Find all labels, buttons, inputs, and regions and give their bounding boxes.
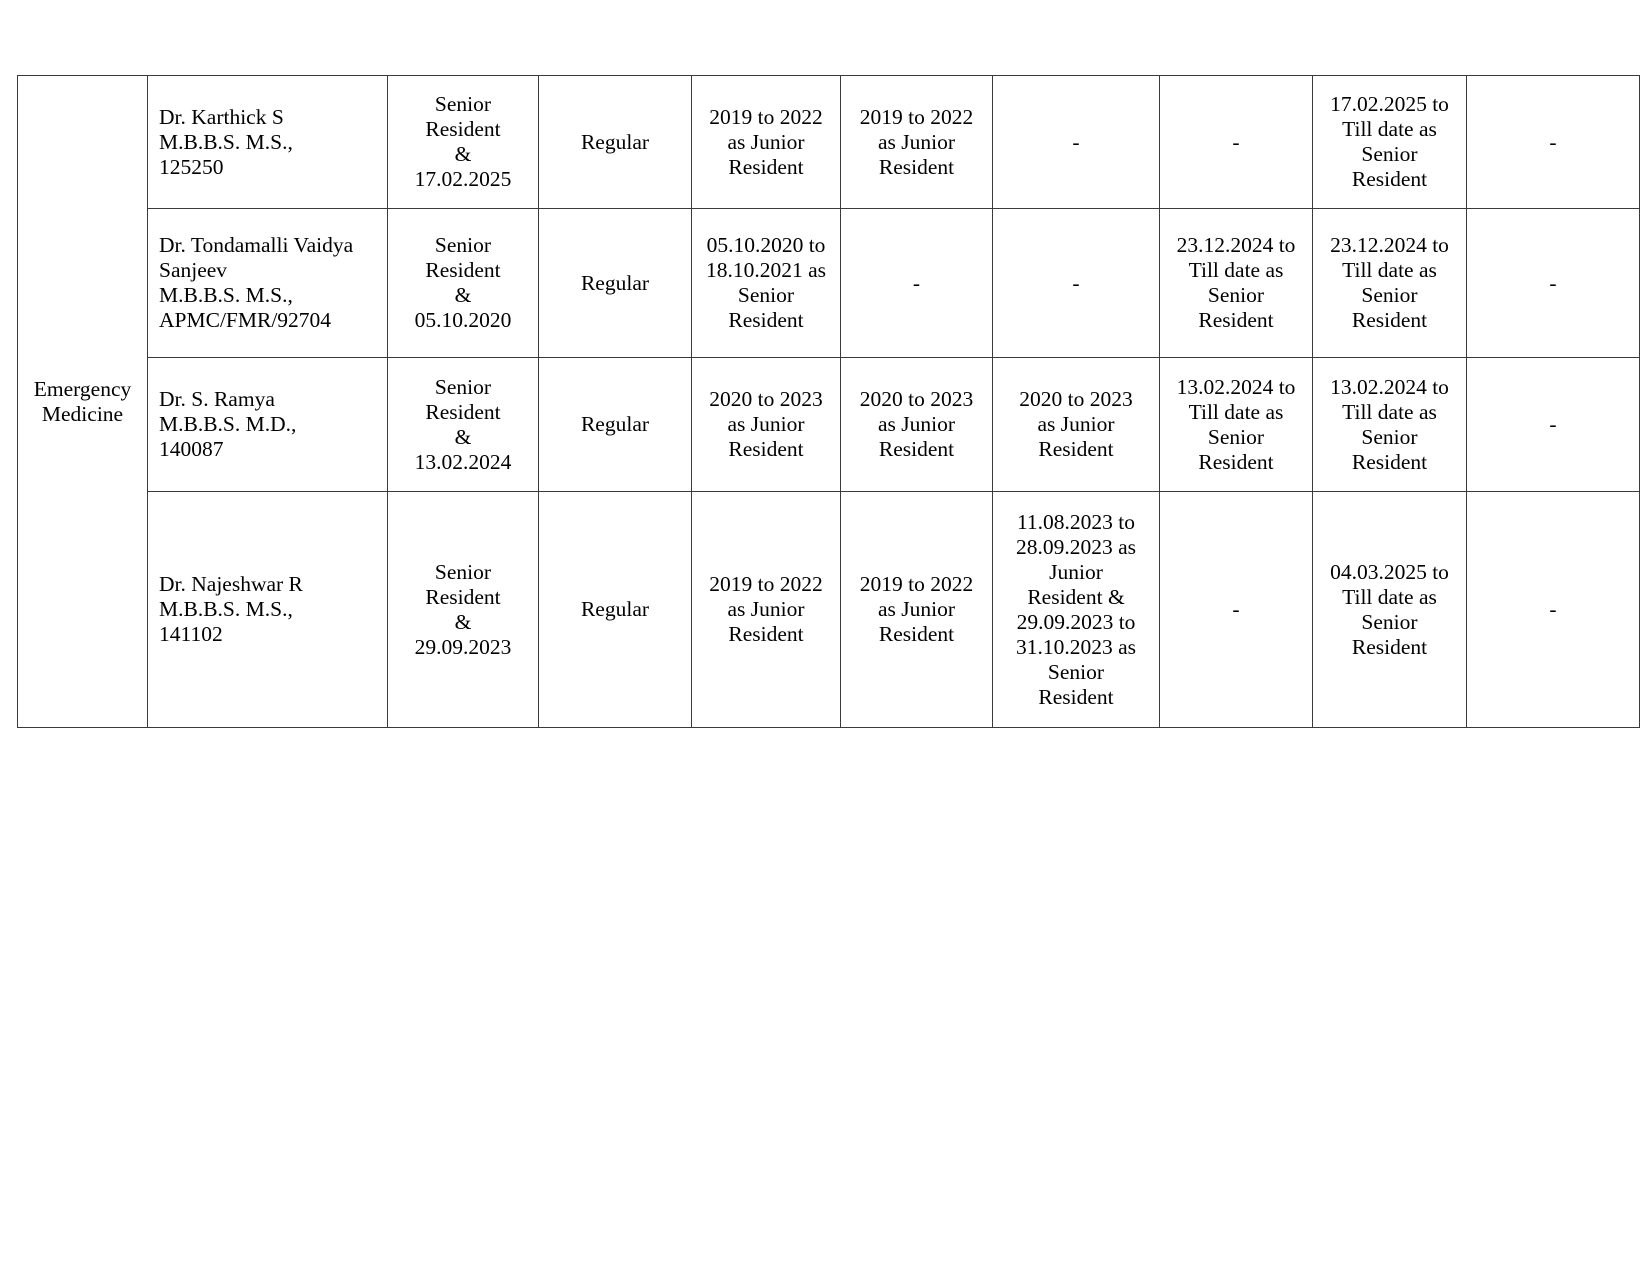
experience-cell-7 — [993, 209, 1160, 358]
experience-cell-10 — [1467, 492, 1640, 728]
cell-text-line: 23.12.2024 to — [1330, 233, 1449, 257]
cell-text-line: M.B.B.S. M.D., — [159, 412, 297, 436]
cell-text-line: Resident — [425, 258, 501, 282]
cell-text-line: Senior — [1361, 142, 1418, 166]
cell-text-line: 13.02.2024 to — [1330, 374, 1449, 399]
cell-text-line: Resident — [878, 622, 955, 646]
cell-text-line: Resident — [1351, 449, 1428, 474]
cell-text-line: - — [1072, 129, 1080, 154]
cell-text-line: M.B.B.S. M.S., — [159, 597, 293, 621]
cell-text-line: M.B.B.S. M.S., — [159, 129, 293, 154]
cell-text-line: - — [1232, 129, 1240, 154]
cell-text-line: Till date as — [1342, 258, 1437, 282]
cell-text-line: 2020 to 2023 — [709, 387, 823, 411]
designation-cell — [388, 358, 539, 492]
experience-cell-10 — [1467, 209, 1640, 358]
experience-cell-10 — [1467, 76, 1640, 209]
cell-text-line: Senior — [1207, 424, 1265, 449]
name-cell — [148, 209, 388, 358]
cell-text-line: Regular — [580, 597, 650, 621]
nature-cell — [539, 492, 692, 728]
cell-text-line: 2019 to 2022 — [859, 104, 974, 129]
experience-cell-8 — [1160, 492, 1313, 728]
cell-text-line: Resident — [728, 622, 804, 646]
cell-text-line: 13.02.2024 to — [1176, 374, 1296, 399]
cell-text-line: Sanjeev — [159, 258, 228, 282]
cell-text-line: - — [912, 270, 921, 295]
cell-text-line: APMC/FMR/92704 — [159, 308, 332, 332]
cell-text-line: Resident — [425, 399, 501, 424]
cell-text-line: 05.10.2020 to — [706, 233, 826, 257]
cell-text-line: Resident — [425, 584, 501, 609]
cell-text-line: as Junior — [727, 129, 805, 154]
experience-cell-8 — [1160, 76, 1313, 209]
cell-text-line: 29.09.2023 to — [1016, 609, 1136, 634]
cell-text-line: Senior — [737, 283, 795, 307]
table-row — [18, 358, 1640, 492]
designation-cell — [388, 492, 539, 728]
cell-text-line: Resident — [1351, 167, 1428, 191]
experience-cell-6 — [841, 76, 993, 209]
cell-text-line: - — [1549, 412, 1557, 436]
cell-text-line: Regular — [580, 412, 650, 436]
cell-text-line: 140087 — [159, 437, 224, 461]
table-row — [18, 76, 1640, 209]
designation-cell — [388, 76, 539, 209]
name-cell — [148, 358, 388, 492]
experience-cell-6 — [841, 492, 993, 728]
cell-text-line: Resident — [728, 308, 804, 332]
name-cell — [148, 76, 388, 209]
experience-cell-5 — [692, 358, 841, 492]
cell-text-line: Senior — [434, 559, 492, 584]
cell-text-line: Resident — [728, 154, 804, 179]
experience-cell-5 — [692, 76, 841, 209]
cell-text-line: Senior — [434, 92, 492, 116]
experience-cell-8 — [1160, 209, 1313, 358]
cell-text-line: - — [1549, 597, 1557, 621]
cell-text-line: 17.02.2025 — [414, 167, 512, 191]
cell-text-line: & — [454, 424, 472, 449]
experience-cell-7 — [993, 492, 1160, 728]
cell-text-line: 29.09.2023 — [414, 634, 512, 659]
cell-text-line: Dr. Tondamalli Vaidya — [159, 233, 354, 257]
cell-text-line: 28.09.2023 as — [1015, 534, 1137, 559]
department-cell — [18, 76, 148, 728]
cell-text-line: Senior — [1207, 283, 1265, 307]
cell-text-line: & — [454, 609, 472, 634]
experience-cell-5 — [692, 492, 841, 728]
cell-text-line: Resident — [425, 117, 501, 141]
department-line-1: Emergency — [33, 376, 132, 401]
nature-cell — [539, 76, 692, 209]
experience-cell-8 — [1160, 358, 1313, 492]
cell-text-line: Till date as — [1342, 399, 1437, 424]
cell-text-line: Resident — [728, 437, 804, 461]
cell-text-line: Resident — [1198, 308, 1274, 332]
cell-text-line: Dr. Najeshwar R — [159, 572, 303, 596]
experience-cell-6 — [841, 358, 993, 492]
experience-cell-7 — [993, 358, 1160, 492]
experience-cell-9 — [1313, 358, 1467, 492]
cell-text-line: & — [454, 283, 472, 307]
cell-text-line: 04.03.2025 to — [1330, 559, 1449, 584]
cell-text-line: Till date as — [1342, 117, 1437, 141]
cell-text-line: Regular — [580, 270, 650, 295]
department-line-2: Medicine — [41, 401, 124, 426]
cell-text-line: Resident — [1351, 634, 1428, 659]
cell-text-line: Senior — [1361, 609, 1418, 634]
cell-text-line: - — [1232, 597, 1240, 621]
cell-text-line: 18.10.2021 as — [705, 258, 827, 282]
experience-cell-7 — [993, 76, 1160, 209]
cell-text-line: Junior — [1049, 559, 1103, 584]
cell-text-line: 05.10.2020 — [414, 308, 512, 332]
name-cell — [148, 492, 388, 728]
cell-text-line: Resident — [1038, 684, 1114, 709]
table-row — [18, 209, 1640, 358]
cell-text-line: 31.10.2023 as — [1015, 634, 1137, 659]
cell-text-line: 2019 to 2022 — [859, 572, 974, 596]
cell-text-line: Regular — [580, 129, 650, 154]
cell-text-line: 2020 to 2023 — [1019, 387, 1133, 411]
cell-text-line: Senior — [434, 374, 492, 399]
cell-text-line: Resident — [1038, 437, 1114, 461]
cell-text-line: as Junior — [877, 412, 956, 436]
nature-cell — [539, 358, 692, 492]
cell-text-line: Till date as — [1188, 399, 1284, 424]
cell-text-line: Senior — [1361, 283, 1418, 307]
experience-cell-9 — [1313, 209, 1467, 358]
cell-text-line: 11.08.2023 to — [1016, 509, 1136, 534]
cell-text-line: - — [1549, 129, 1557, 154]
cell-text-line: as Junior — [1037, 412, 1115, 436]
cell-text-line: 2020 to 2023 — [859, 387, 974, 411]
cell-text-line: - — [1549, 270, 1557, 295]
cell-text-line: Till date as — [1342, 584, 1437, 609]
experience-cell-9 — [1313, 492, 1467, 728]
cell-text-line: M.B.B.S. M.S., — [159, 283, 293, 307]
cell-text-line: - — [1072, 270, 1080, 295]
cell-text-line: as Junior — [727, 412, 805, 436]
cell-text-line: Senior — [1361, 424, 1418, 449]
cell-text-line: Resident & — [1027, 584, 1125, 609]
cell-text-line: 2019 to 2022 — [709, 104, 823, 129]
faculty-table — [17, 75, 1640, 728]
cell-text-line: 125250 — [159, 154, 224, 179]
cell-text-line: Senior — [434, 233, 492, 257]
cell-text-line: 2019 to 2022 — [709, 572, 823, 596]
nature-cell — [539, 209, 692, 358]
cell-text-line: Resident — [878, 154, 955, 179]
cell-text-line: 17.02.2025 to — [1330, 92, 1449, 116]
cell-text-line: 23.12.2024 to — [1176, 233, 1296, 257]
experience-cell-5 — [692, 209, 841, 358]
cell-text-line: & — [454, 142, 472, 166]
cell-text-line: as Junior — [727, 597, 805, 621]
designation-cell — [388, 209, 539, 358]
cell-text-line: Resident — [1198, 449, 1274, 474]
experience-cell-9 — [1313, 76, 1467, 209]
cell-text-line: as Junior — [877, 129, 956, 154]
experience-cell-6 — [841, 209, 993, 358]
experience-cell-10 — [1467, 358, 1640, 492]
table-body — [18, 76, 1640, 728]
cell-text-line: Senior — [1047, 659, 1105, 684]
cell-text-line: as Junior — [877, 597, 956, 621]
cell-text-line: Resident — [1351, 308, 1428, 332]
cell-text-line: 13.02.2024 — [414, 449, 512, 474]
cell-text-line: 141102 — [159, 622, 223, 646]
table-row — [18, 492, 1640, 728]
cell-text-line: Dr. S. Ramya — [159, 387, 275, 411]
cell-text-line: Resident — [878, 437, 955, 461]
cell-text-line: Dr. Karthick S — [159, 104, 284, 129]
cell-text-line: Till date as — [1188, 258, 1284, 282]
